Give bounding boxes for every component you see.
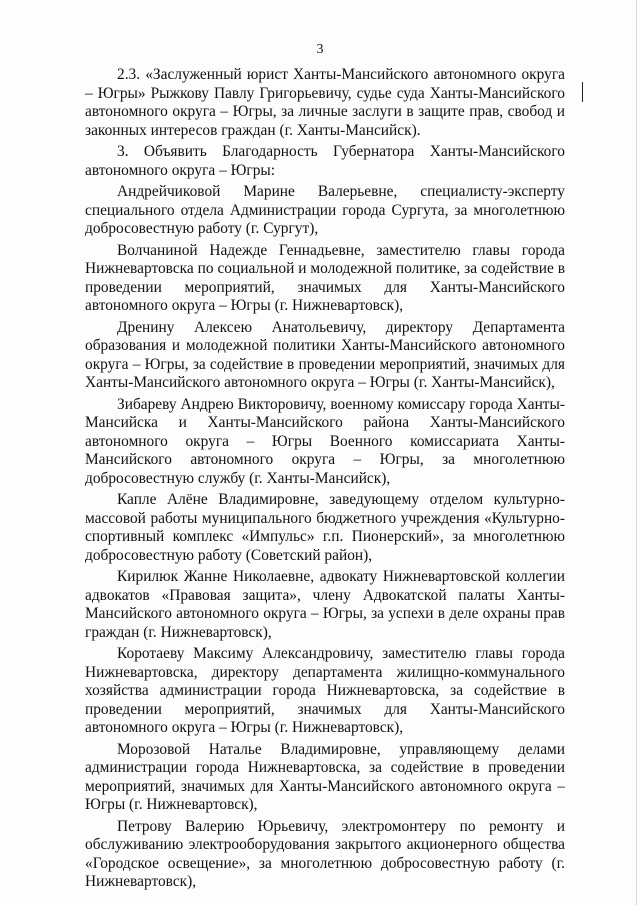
paragraph-kaple: Капле Алёне Владимировне, заведующему отделом культурно-массовой работы муниципального бюджетного учреждения «Культурно-спортивный комплекс «Импульс» г.п. Пионерский», за многолетнюю добросовестную работу (Советский район), xyxy=(85,491,565,564)
paragraph-andreychikova: Андрейчиковой Марине Валерьевне, специалисту-эксперту специального отдела Администрации города Сургута, за многолетнюю добросовестную работу (г. Сургут), xyxy=(85,183,565,237)
paragraph-morozova: Морозовой Наталье Владимировне, управляющему делами администрации города Нижневартовска, за содействие в проведении мероприятий, значимых для Ханты-Мансийского автономного округа – Югры (г. Нижневартовск), xyxy=(85,740,565,813)
margin-mark xyxy=(582,82,583,102)
paragraph-drenin: Дренину Алексею Анатольевичу, директору Департамента образования и молодежной политики Ханты-Мансийского автономного округа – Югры, за содействие в проведении мероприятий, значимых для Ханты-Мансийского автономного округа – Югры (г. Ханты-Мансийск), xyxy=(85,318,565,391)
page-number: 3 xyxy=(316,42,324,57)
paragraph-kirilyuk: Кирилюк Жанне Николаевне, адвокату Нижневартовской коллегии адвокатов «Правовая защита», члену Адвокатской палаты Ханты-Мансийского автономного округа – Югры, за успехи в деле охраны прав граждан (г. Нижневартовск), xyxy=(85,568,565,641)
paragraph-gratitude-heading: 3. Объявить Благодарность Губернатора Ханты-Мансийского автономного округа – Югры: xyxy=(85,143,565,179)
paragraph-zibarev: Зибареву Андрею Викторовичу, военному комиссару города Ханты-Мансийска и Ханты-Мансийского района Ханты-Мансийского автономного округа – Югры Военного комиссариата Ханты-Мансийского автономного округа – Югры, за многолетнюю добросовестную службу (г. Ханты-Мансийск), xyxy=(85,395,565,487)
paragraph-award-rzhkov: 2.3. «Заслуженный юрист Ханты-Мансийского автономного округа – Югры» Рыжкову Павлу Григорьевичу, судье суда Ханты-Мансийского автономного округа – Югры, за личные заслуги в защите прав, свобод и законных интересов граждан (г. Ханты-Мансийск). xyxy=(85,66,565,139)
document-body xyxy=(85,66,565,895)
scan-edge-line xyxy=(636,0,637,905)
paragraph-petrov: Петрову Валерию Юрьевичу, электромонтеру по ремонту и обслуживанию электрооборудования закрытого акционерного общества «Городское освещение», за многолетнюю добросовестную работу (г. Нижневартовск), xyxy=(85,817,565,890)
paragraph-korotaev: Коротаеву Максиму Александровичу, заместителю главы города Нижневартовска, директору департамента жилищно-коммунального хозяйства администрации города Нижневартовска, за содействие в проведении мероприятий, значимых для Ханты-Мансийского автономного округа – Югры (г. Нижневартовск), xyxy=(85,645,565,736)
paragraph-volchanina: Волчаниной Надежде Геннадьевне, заместителю главы города Нижневартовска по социальной и молодежной политике, за содействие в проведении мероприятий, значимых для Ханты-Мансийского автономного округа – Югры (г. Нижневартовск), xyxy=(85,241,565,314)
